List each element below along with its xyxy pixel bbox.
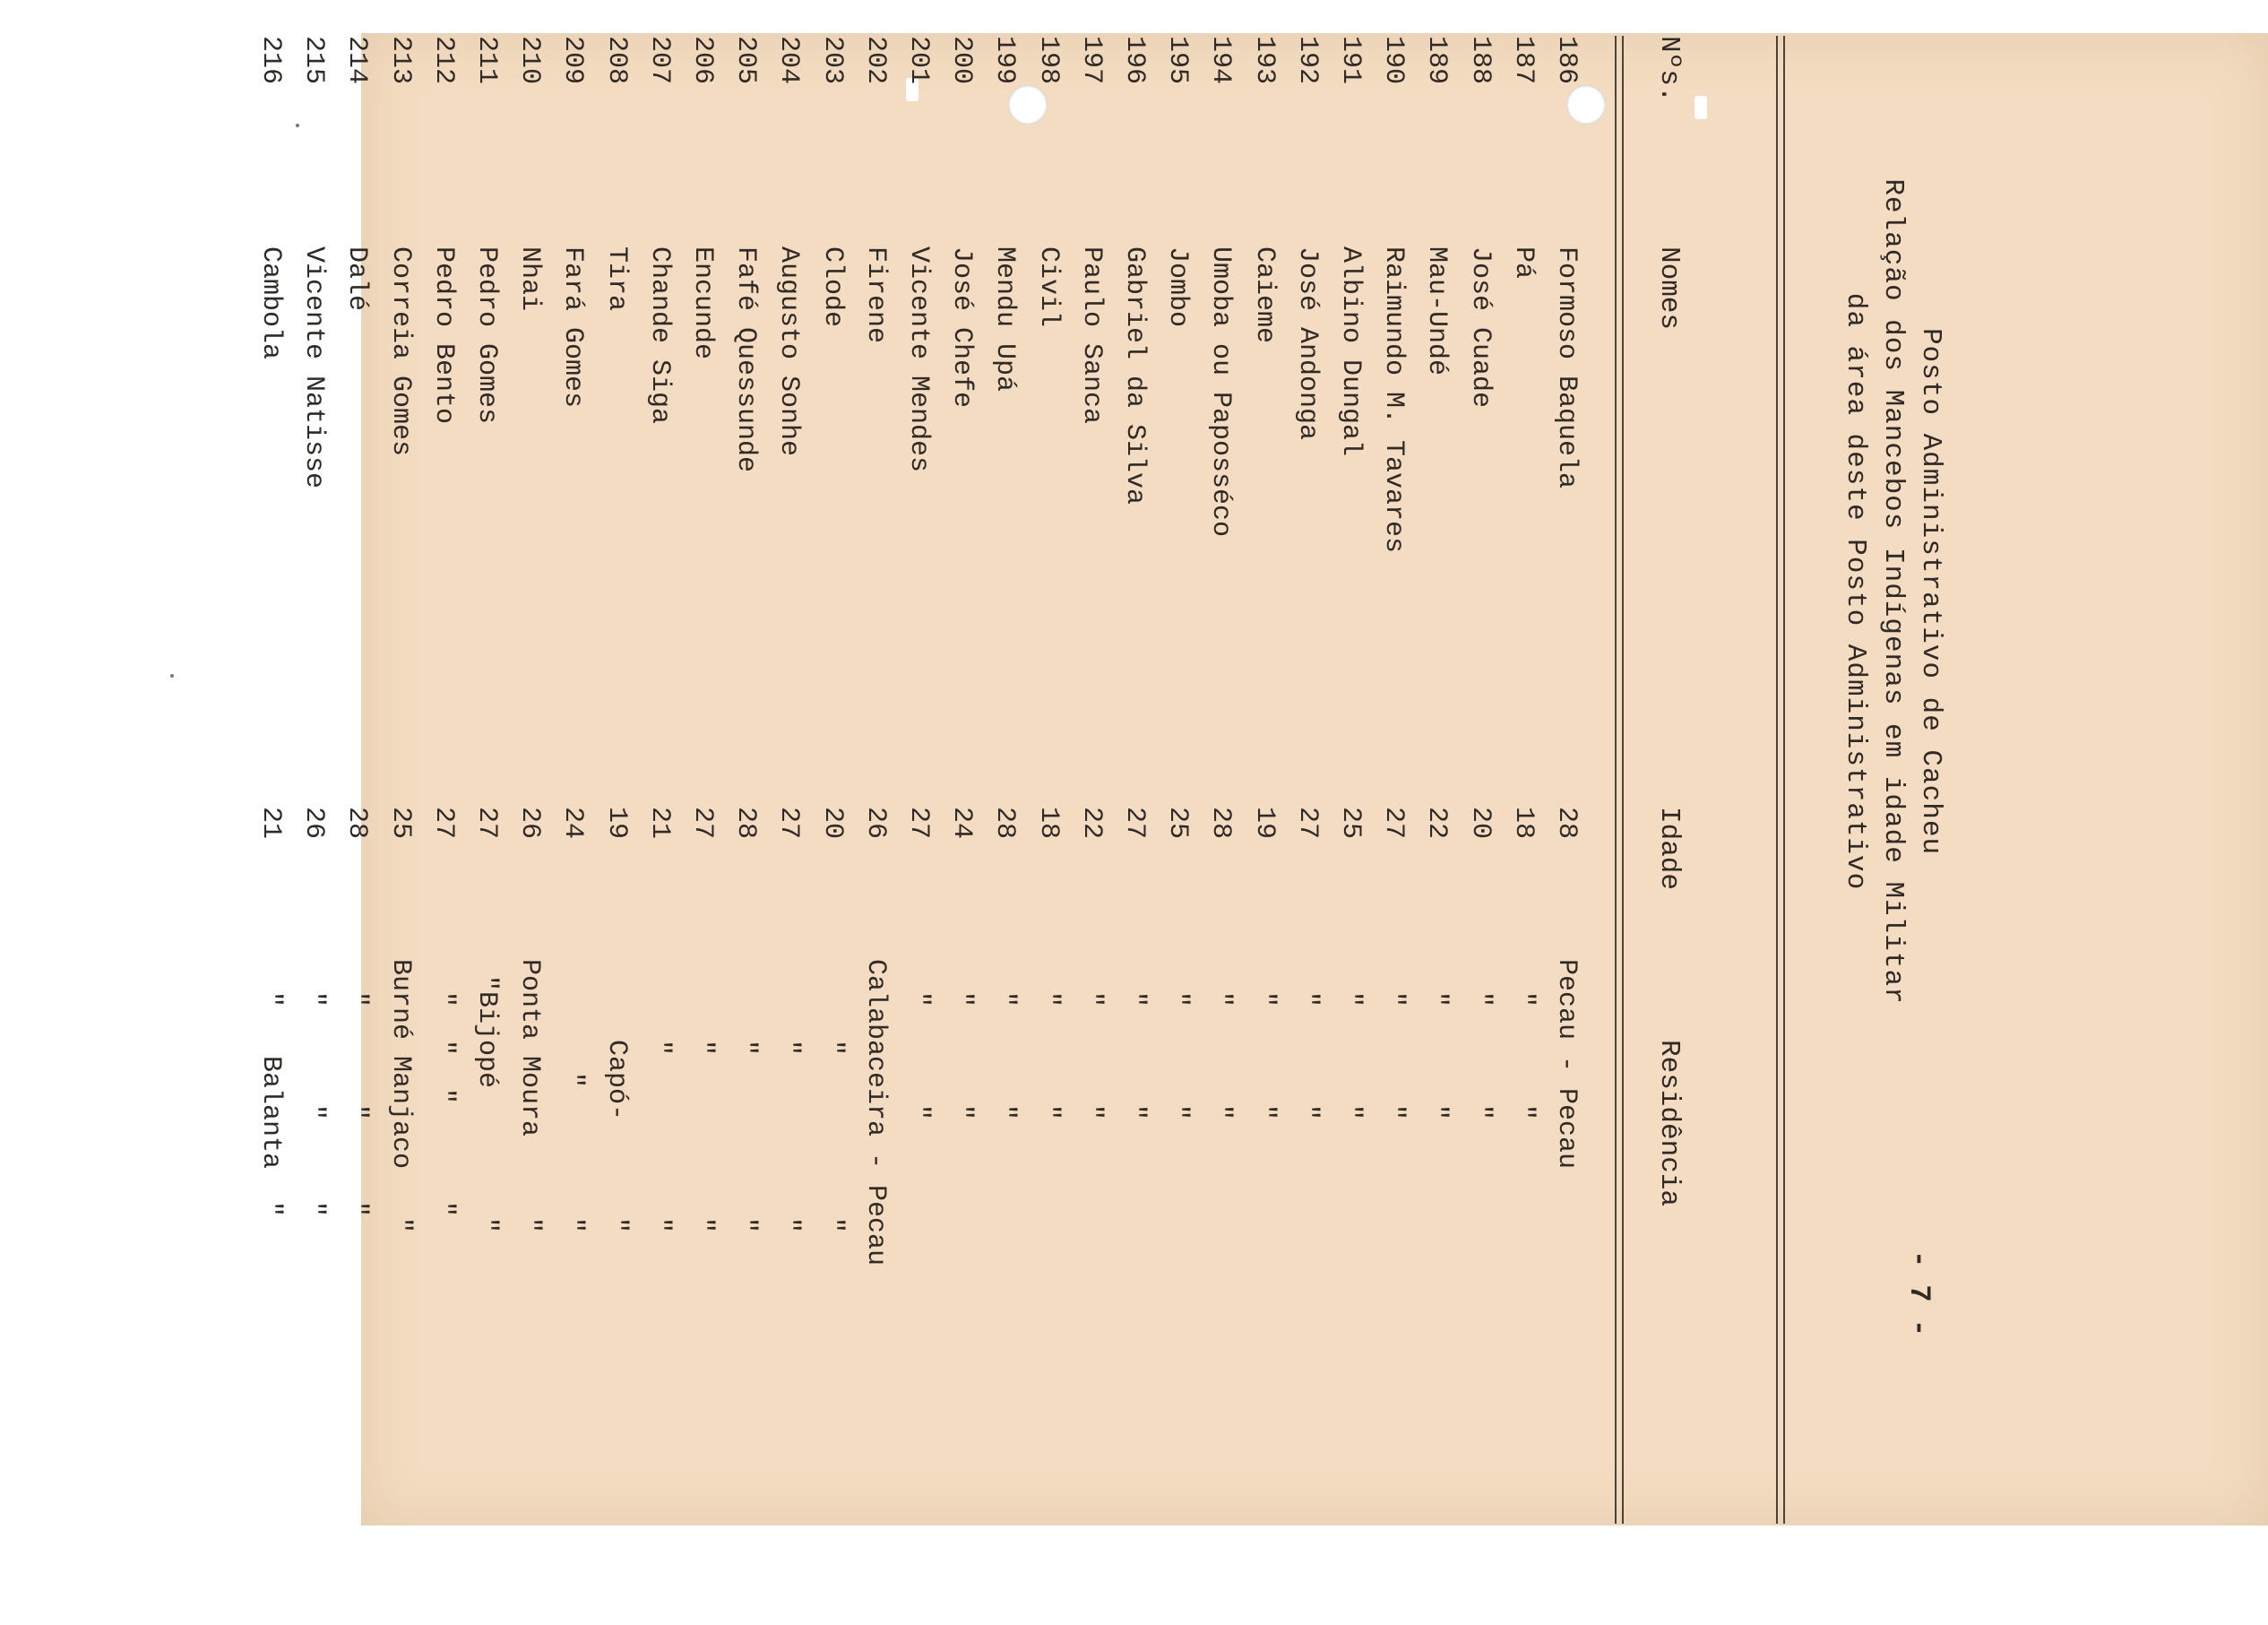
row-name: Chande Siga (643, 246, 675, 425)
table-row (589, 36, 632, 1524)
row-residence: " " " (341, 959, 373, 1218)
row-residence: " Balanta " (255, 959, 286, 1218)
row-age: 22 (1421, 807, 1453, 840)
row-age: 27 (903, 807, 934, 840)
row-name: Mau-Undé (1421, 246, 1453, 376)
column-header-age: Idade (1653, 807, 1685, 891)
row-residence: " " (903, 959, 934, 1121)
row-age: 20 (816, 807, 848, 840)
row-name: Umoba ou Paposséco (1205, 246, 1237, 538)
row-age: 28 (1551, 807, 1582, 840)
row-age: 22 (1075, 807, 1107, 840)
table-row (1280, 36, 1323, 1524)
row-residence: Pecau - Pecau (1551, 959, 1582, 1170)
row-residence: " " " " (427, 959, 459, 1218)
row-age: 19 (600, 807, 632, 840)
row-name: Paulo Sanca (1075, 246, 1107, 425)
row-name: Caieme (1248, 246, 1280, 344)
table-row (502, 36, 545, 1524)
typed-sheet (108, 36, 1989, 1524)
table-row (1323, 36, 1366, 1524)
row-number: 212 (427, 36, 459, 85)
table-row (934, 36, 977, 1524)
row-age: 28 (730, 807, 762, 840)
row-name: Pedro Gomes (471, 246, 502, 425)
row-residence: " " (1421, 959, 1453, 1121)
row-age: 27 (471, 807, 502, 840)
row-name: Raimundo M. Tavares (1378, 246, 1410, 554)
row-name: Dalé (341, 246, 373, 312)
table-row (1366, 36, 1409, 1524)
row-residence: " " (1119, 959, 1150, 1121)
column-header-name: Nomes (1653, 246, 1685, 331)
table-row (373, 36, 416, 1524)
row-number: 188 (1464, 36, 1496, 85)
row-age: 26 (514, 807, 546, 840)
row-name: Nhai (514, 246, 546, 312)
row-name: Vicente Natisse (298, 246, 330, 489)
table-row (675, 36, 718, 1524)
row-number: 187 (1507, 36, 1539, 85)
row-age: 18 (1507, 807, 1539, 840)
row-number: 205 (730, 36, 762, 85)
row-residence: " " (730, 959, 762, 1234)
row-name: Mendu Upá (989, 246, 1021, 393)
table-row (545, 36, 588, 1524)
header-line-3: da área deste Posto Administrativo (1840, 292, 1871, 891)
row-age: 19 (1248, 807, 1280, 840)
row-name: Gabriel da Silva (1119, 246, 1150, 506)
row-number: 199 (989, 36, 1021, 85)
table-row (1453, 36, 1496, 1524)
row-age: 27 (1119, 807, 1150, 840)
row-age: 26 (859, 807, 891, 840)
row-name: Vicente Mendes (903, 246, 934, 473)
row-age: 18 (1032, 807, 1064, 840)
header-line-2: Relação dos Mancebos Indígenas em idade Militar (1877, 178, 1909, 1005)
row-age: 26 (298, 807, 330, 840)
header-line-1: Posto Administrativo de Cacheu (1915, 327, 1946, 856)
row-residence: "Bijopé " (471, 959, 502, 1234)
row-residence: " " " (298, 959, 330, 1218)
row-number: 214 (341, 36, 373, 85)
table-row (977, 36, 1020, 1524)
row-age: 28 (1205, 807, 1237, 840)
row-residence: " " (1335, 959, 1366, 1121)
row-number: 195 (1162, 36, 1194, 85)
row-name: Pá (1507, 246, 1539, 280)
row-name: José Andonga (1291, 246, 1323, 441)
column-header-number: Nºs. (1653, 36, 1685, 103)
row-number: 196 (1119, 36, 1150, 85)
table-row (718, 36, 761, 1524)
row-number: 190 (1378, 36, 1410, 85)
row-number: 192 (1291, 36, 1323, 85)
row-residence: " " (1032, 959, 1064, 1121)
row-age: 25 (1335, 807, 1366, 840)
table-row (761, 36, 804, 1524)
row-number: 211 (471, 36, 502, 85)
row-age: 27 (427, 807, 459, 840)
row-number: 207 (643, 36, 675, 85)
top-double-rule (1776, 36, 1785, 1524)
table-row (1107, 36, 1150, 1524)
table-row (1237, 36, 1280, 1524)
row-number: 202 (859, 36, 891, 85)
row-age: 20 (1464, 807, 1496, 840)
row-residence: " " (946, 959, 978, 1121)
table-row (286, 36, 329, 1524)
row-age: 27 (1378, 807, 1410, 840)
row-residence: Ponta Moura " (514, 959, 546, 1234)
row-residence: " " (643, 959, 675, 1234)
row-name: Fará Gomes (557, 246, 589, 409)
row-name: Albino Dungal (1335, 246, 1366, 457)
row-residence: Capó- " (600, 959, 632, 1234)
column-header-residence: Residência (1653, 1040, 1685, 1207)
row-name: Firene (859, 246, 891, 344)
row-name: Cambola (255, 246, 286, 360)
table-row (1150, 36, 1193, 1524)
row-residence: " " (816, 959, 848, 1234)
row-number: 204 (773, 36, 805, 85)
table-row (848, 36, 891, 1524)
row-number: 189 (1421, 36, 1453, 85)
row-residence: " " (1162, 959, 1194, 1121)
table-row (1193, 36, 1236, 1524)
row-age: 25 (384, 807, 416, 840)
row-residence: " " (1291, 959, 1323, 1121)
table-row (459, 36, 502, 1524)
table-row (1539, 36, 1582, 1524)
row-name: Jombo (1162, 246, 1194, 328)
row-age: 28 (989, 807, 1021, 840)
row-number: 198 (1032, 36, 1064, 85)
row-name: Pedro Bento (427, 246, 459, 425)
row-residence: " " (1378, 959, 1410, 1121)
table-row (1064, 36, 1107, 1524)
table-row (632, 36, 675, 1524)
row-name: José Chefe (946, 246, 978, 409)
row-name: José Cuade (1464, 246, 1496, 409)
row-residence: " " (773, 959, 805, 1234)
row-residence: " " (1464, 959, 1496, 1121)
table-row (1496, 36, 1539, 1524)
row-name: Civil (1032, 246, 1064, 328)
row-name: Correia Gomes (384, 246, 416, 457)
row-residence: " " (687, 959, 718, 1234)
row-number: 209 (557, 36, 589, 85)
row-name: Formoso Baquela (1551, 246, 1582, 489)
row-age: 24 (557, 807, 589, 840)
table-row (1021, 36, 1064, 1524)
row-name: Tira (600, 246, 632, 312)
row-number: 206 (687, 36, 718, 85)
row-age: 27 (1291, 807, 1323, 840)
row-residence: Calabaceira - Pecau (859, 959, 891, 1266)
row-age: 21 (643, 807, 675, 840)
table-row (891, 36, 934, 1524)
row-residence: " " (1507, 959, 1539, 1121)
row-name: Fafé Quessunde (730, 246, 762, 473)
row-age: 25 (1162, 807, 1194, 840)
table-row (1409, 36, 1452, 1524)
row-age: 24 (946, 807, 978, 840)
table-row (243, 36, 286, 1524)
row-age: 27 (687, 807, 718, 840)
row-age: 28 (341, 807, 373, 840)
row-number: 215 (298, 36, 330, 85)
table-row (329, 36, 372, 1524)
row-number: 197 (1075, 36, 1107, 85)
row-name: Encunde (687, 246, 718, 360)
row-residence: " " (1205, 959, 1237, 1121)
row-residence: " " (1248, 959, 1280, 1121)
row-residence: " " (1075, 959, 1107, 1121)
row-number: 200 (946, 36, 978, 85)
row-number: 193 (1248, 36, 1280, 85)
row-number: 210 (514, 36, 546, 85)
row-age: 27 (773, 807, 805, 840)
row-residence: " " (557, 959, 589, 1234)
row-residence: " " (989, 959, 1021, 1121)
row-number: 191 (1335, 36, 1366, 85)
row-number: 201 (903, 36, 934, 85)
row-number: 186 (1551, 36, 1582, 85)
table-row (416, 36, 459, 1524)
row-number: 208 (600, 36, 632, 85)
table-row (805, 36, 848, 1524)
row-number: 203 (816, 36, 848, 85)
row-name: Augusto Sonhe (773, 246, 805, 457)
row-number: 216 (255, 36, 286, 85)
header-double-rule (1615, 36, 1624, 1524)
row-name: Clode (816, 246, 848, 328)
row-residence: Burné Manjaco " (384, 959, 416, 1234)
row-number: 213 (384, 36, 416, 85)
row-age: 21 (255, 807, 286, 840)
page-number: - 7 - (1902, 1250, 1936, 1337)
row-number: 194 (1205, 36, 1237, 85)
